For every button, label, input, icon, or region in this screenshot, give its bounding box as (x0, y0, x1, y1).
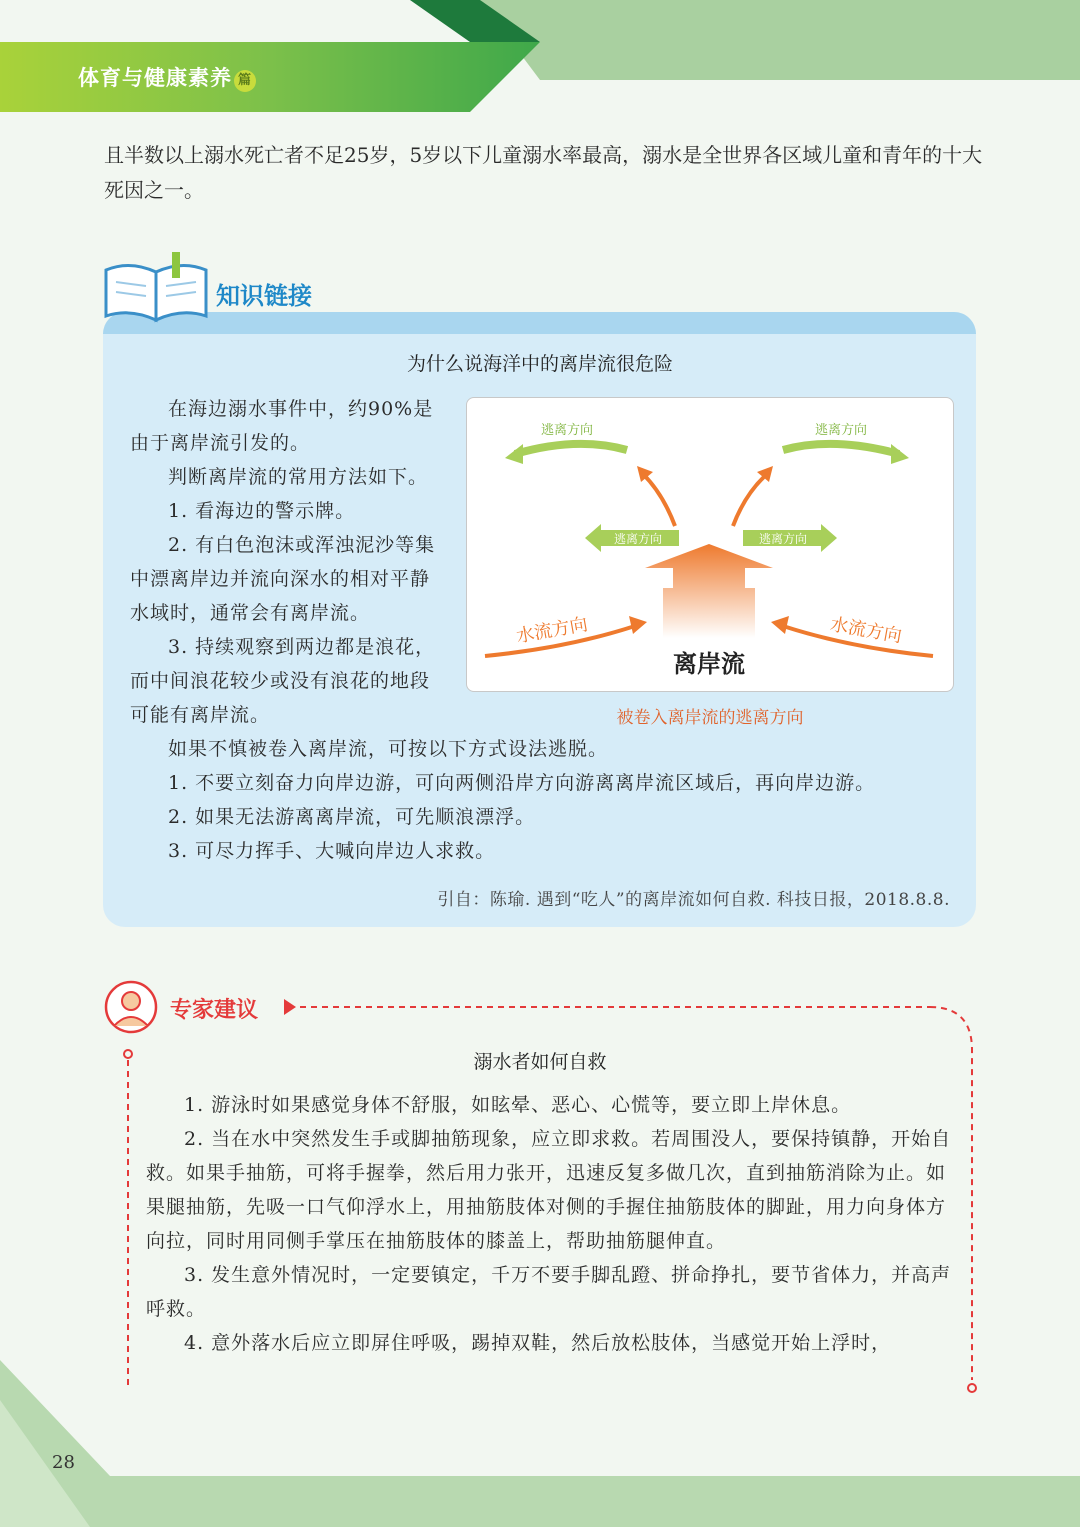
expert-subtitle: 溺水者如何自救 (473, 1051, 607, 1073)
knowledge-paragraph: 1. 看海边的警示牌。 (168, 500, 356, 522)
knowledge-heading: 知识链接 (216, 282, 312, 310)
rip-current-arrow (645, 544, 773, 638)
expert-paragraph: 1. 游泳时如果感觉身体不舒服，如眩晕、恶心、心慌等，要立即上岸休息。 (184, 1094, 852, 1116)
escape-label: 逃离方向 (540, 423, 594, 438)
section-badge: 篇 (234, 70, 256, 92)
section-title-text: 体育与健康素养 (78, 66, 232, 90)
knowledge-paragraph: 2. 如果无法游离离岸流，可先顺浪漂浮。 (168, 806, 536, 828)
knowledge-paragraph: 如果不慎被卷入离岸流，可按以下方式设法逃脱。 (168, 738, 609, 760)
intro-paragraph: 且半数以上溺水死亡者不足25岁，5岁以下儿童溺水率最高，溺水是全世界各区域儿童和青年的十大死因之一。 (104, 143, 983, 202)
escape-arrow-mid-left (585, 524, 679, 552)
curve-arrow-left (643, 474, 675, 526)
open-book-icon (100, 250, 212, 328)
citation: 引自：陈瑜. 遇到“吃人”的离岸流如何自救. 科技日报，2018.8.8. (437, 890, 950, 910)
header-section-title (78, 62, 256, 92)
knowledge-paragraph: 2. 有白色泡沫或浑浊泥沙等集中漂离岸边并流向深水的相对平静水域时，通常会有离岸流。 (130, 534, 436, 624)
water-flow-arrow-right (771, 614, 933, 656)
rip-current-diagram (466, 397, 954, 692)
knowledge-left-text (130, 392, 448, 732)
svg-text:逃离方向: 逃离方向 (758, 532, 808, 546)
knowledge-paragraph: 1. 不要立刻奋力向岸边游，可向两侧沿岸方向游离离岸流区域后，再向岸边游。 (168, 772, 876, 794)
expert-paragraph: 3. 发生意外情况时，一定要镇定，千万不要手脚乱蹬、拼命挣扎，要节省体力，并高声呼救。 (146, 1264, 952, 1320)
curve-arrow-right (733, 474, 767, 526)
svg-text:水流方向: 水流方向 (828, 613, 904, 648)
page-number: 28 (52, 1452, 75, 1473)
knowledge-paragraph: 3. 可尽力挥手、大喊向岸边人求救。 (168, 840, 496, 862)
water-flow-arrow-left (485, 614, 647, 656)
expert-body (146, 1088, 954, 1360)
knowledge-paragraph: 3. 持续观察到两边都是浪花，而中间浪花较少或没有浪花的地段可能有离岸流。 (130, 636, 436, 726)
expert-avatar-icon (104, 980, 158, 1034)
header-band (0, 0, 1080, 112)
escape-arrow-top-left (505, 423, 627, 464)
knowledge-paragraph: 在海边溺水事件中，约90%是由于离岸流引发的。 (130, 398, 434, 454)
escape-arrow-top-right (783, 423, 909, 464)
diagram-caption: 被卷入离岸流的逃离方向 (616, 708, 804, 728)
footer-band (0, 1360, 1080, 1527)
escape-label: 逃离方向 (814, 423, 868, 438)
expert-paragraph: 2. 当在水中突然发生手或脚抽筋现象，应立即求救。若周围没人，要保持镇静，开始自救。如果手抽筋，可将手握拳，然后用力张开，迅速反复多做几次，直到抽筋消除为止。如果腿抽筋，先吸一口气仰浮水上，用抽筋肢体对侧的手握住抽筋肢体的脚趾，用力向身体方向拉，同时用同侧手掌压在抽筋肢体的膝盖上，帮助抽筋腿伸直。 (146, 1128, 952, 1252)
svg-text:逃离方向: 逃离方向 (613, 532, 663, 546)
expert-heading: 专家建议 (170, 998, 259, 1023)
knowledge-subtitle: 为什么说海洋中的离岸流很危险 (406, 353, 673, 375)
rip-current-label: 离岸流 (673, 650, 745, 678)
knowledge-full-text (130, 732, 960, 868)
expert-paragraph: 4. 意外落水后应立即屏住呼吸，踢掉双鞋，然后放松肢体，当感觉开始上浮时， (184, 1332, 892, 1354)
knowledge-paragraph: 判断离岸流的常用方法如下。 (168, 466, 429, 488)
escape-arrow-mid-right (743, 524, 837, 552)
svg-text:水流方向: 水流方向 (514, 613, 590, 648)
